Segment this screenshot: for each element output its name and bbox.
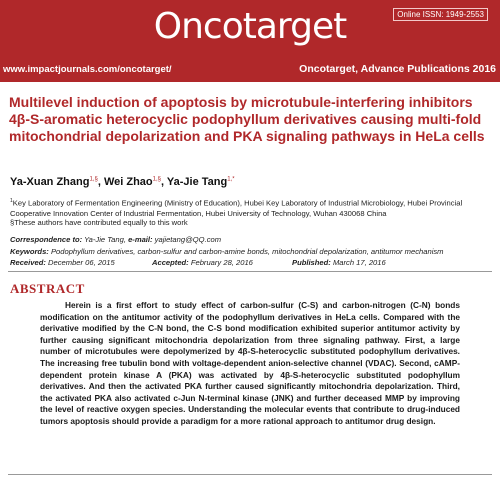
received-date: [10, 258, 115, 267]
keywords-text: Podophyllum derivatives, carbon-sulfur and carbon-amine bonds, mitochondrial depolarization, antitumor mechanism: [50, 247, 444, 256]
keywords-label: Keywords:: [10, 247, 49, 256]
author-list: Ya-Xuan Zhang$^{1,\S}$, Wei Zhao$^{1,\S}$, Ya-Jie Tang$^{1,*}$: [10, 176, 235, 188]
affiliation-text: Key Laboratory of Fermentation Engineering (Ministry of Education), Hubei Key Laboratory of Industrial Microbiology, Hubei Provincial Cooperative Innovation Center of Industrial Fermentation, Hubei University of Technology, Wuhan 430068 China: [10, 198, 463, 218]
issn-badge: Online ISSN: 1949-2553: [393, 8, 488, 21]
correspondence-name: Ya-Jie Tang,: [84, 235, 126, 244]
received-value: December 06, 2015: [48, 258, 115, 267]
correspondence: [10, 235, 221, 244]
author-affiliation-mark: 1,§: [89, 176, 98, 183]
published-value: March 17, 2016: [332, 258, 386, 267]
email-label: e-mail:: [128, 235, 153, 244]
accepted-value: February 28, 2016: [190, 258, 253, 267]
publication-label: Oncotarget, Advance Publications 2016: [299, 63, 496, 75]
journal-header: [0, 0, 500, 82]
equal-contribution-note: §These authors have contributed equally to this work: [10, 218, 188, 227]
keywords: [10, 247, 444, 256]
received-label: Received:: [10, 258, 46, 267]
author-affiliation-mark: 1,§: [152, 176, 161, 183]
abstract-heading: ABSTRACT: [10, 281, 85, 296]
accepted-label: Accepted:: [152, 258, 189, 267]
author-name: Ya-Xuan Zhang: [10, 176, 90, 188]
abstract-body: Herein is a first effort to study effect of carbon-sulfur (C-S) and carbon-nitrogen (C-N) bonds modification on the antitumor activity of the podophyllum derivatives in HeLa cells. Compared with the derivative modified by the C-N bond, the C-S bond modification exhibited superior antitumor activity by further causing significant mitochondria depolarization from three signaling pathway. First, a large number of microtubules were depolymerized by 4β-S-heterocyclic substituted podophyllum derivatives. The increasing free tubulin bond with voltage-dependent anion-selective channel (VDAC). Second, cAMP-dependent protein kinase A (PKA) was activated by 4β-S-heterocyclic substituted podophyllum derivatives. And then the activated PKA further caused significantly mitochondria depolarization. Third, the activated PKA also activated c-Jun N-terminal kinase (JNK) and further deceased MMP by improving the level of reactive oxygen species. Understanding the molecular events that contribute to drug-induced tumors apoptosis should provide a paradigm for a more rational approach to antitumor drug design.: [40, 300, 460, 426]
published-date: [292, 258, 386, 267]
author-name: Ya-Jie Tang: [166, 176, 228, 188]
journal-url-link[interactable]: www.impactjournals.com/oncotarget/: [3, 64, 172, 75]
divider: [8, 271, 492, 272]
author-name: Wei Zhao: [103, 176, 153, 188]
correspondence-label: Correspondence to:: [10, 235, 83, 244]
journal-logo: Oncotarget: [153, 6, 347, 47]
email-link[interactable]: yajietang@QQ.com: [154, 235, 222, 244]
published-label: Published:: [292, 258, 331, 267]
accepted-date: [152, 258, 253, 267]
author-affiliation-mark: 1,*: [227, 176, 235, 183]
affiliation-mark: 1: [10, 198, 13, 204]
divider: [8, 474, 492, 475]
article-title: Multilevel induction of apoptosis by microtubule-interfering inhibitors 4β-S-aromatic heterocyclic podophyllum derivatives causing multi-fold mitochondrial depolarization and PKA signaling pathways in HeLa cells: [9, 94, 485, 144]
affiliation: [10, 196, 496, 219]
